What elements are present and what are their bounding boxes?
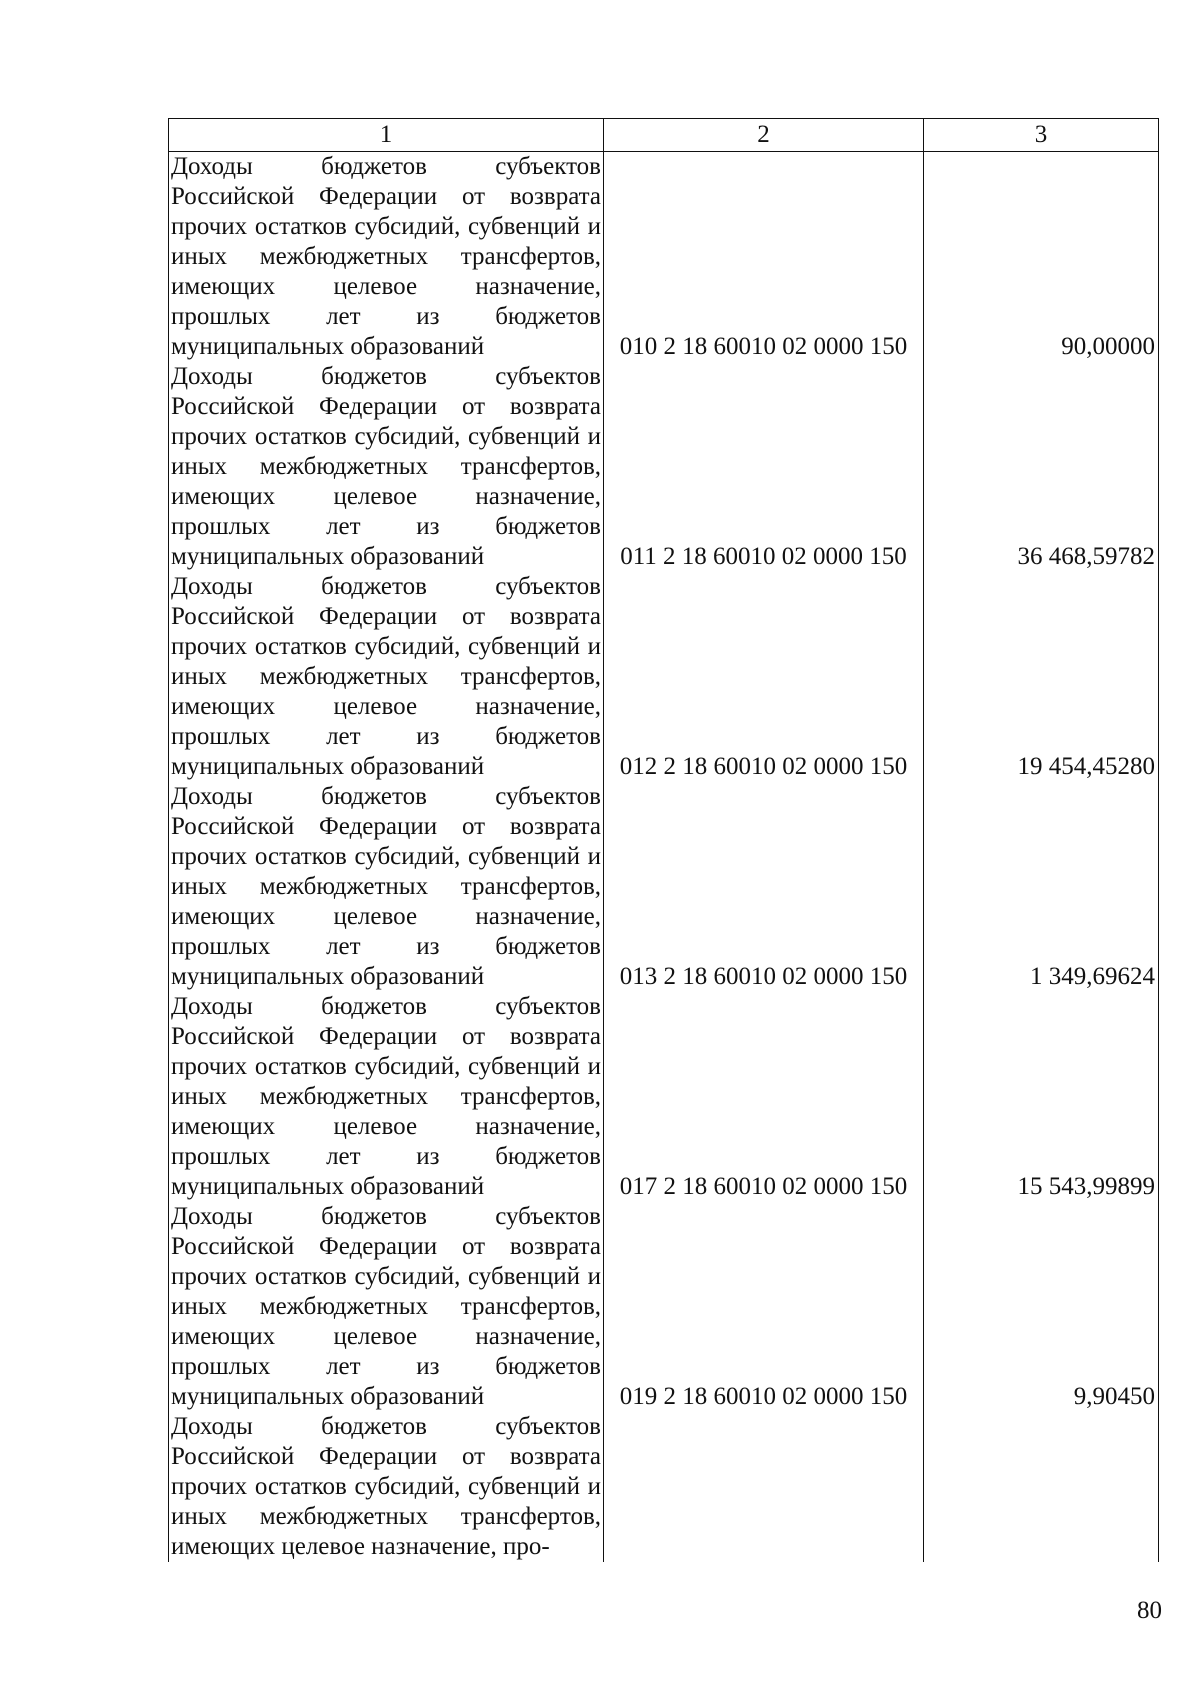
amount-cell: 90,00000 (924, 152, 1159, 363)
table-row (169, 1412, 1159, 1562)
column-header-2: 2 (604, 119, 924, 152)
revenue-name-text: Доходы бюджетов субъектов Российской Федерации от возврата прочих остатков субсидий, субвенций и иных межбюджетных трансфертов, имеющих целевое назначение, прошлых лет из бюджетов муниципальных образований (171, 1203, 601, 1410)
classification-code-cell (604, 1412, 924, 1562)
classification-code-cell: 013 2 18 60010 02 0000 150 (604, 782, 924, 992)
revenue-name-text: Доходы бюджетов субъектов Российской Федерации от возврата прочих остатков субсидий, субвенций и иных межбюджетных трансфертов, имеющих целевое назначение, прошлых лет из бюджетов муниципальных образований (171, 573, 601, 780)
revenue-name-cell (169, 992, 604, 1202)
amount-cell: 1 349,69624 (924, 782, 1159, 992)
classification-code-cell: 010 2 18 60010 02 0000 150 (604, 152, 924, 363)
column-header-1: 1 (169, 119, 604, 152)
table-row (169, 572, 1159, 782)
amount-cell (924, 1412, 1159, 1562)
revenue-name-cell (169, 362, 604, 572)
revenue-name-cell (169, 152, 604, 363)
classification-code-cell: 012 2 18 60010 02 0000 150 (604, 572, 924, 782)
amount-cell: 36 468,59782 (924, 362, 1159, 572)
revenue-name-text: Доходы бюджетов субъектов Российской Федерации от возврата прочих остатков субсидий, субвенций и иных межбюджетных трансфертов, имеющих целевое назначение, прошлых лет из бюджетов муниципальных образований (171, 363, 601, 570)
revenue-name-cell (169, 1202, 604, 1412)
revenue-name-cell (169, 572, 604, 782)
table-row (169, 992, 1159, 1202)
classification-code-cell: 019 2 18 60010 02 0000 150 (604, 1202, 924, 1412)
revenue-name-text: Доходы бюджетов субъектов Российской Федерации от возврата прочих остатков субсидий, субвенций и иных межбюджетных трансфертов, имеющих целевое назначение, про- (171, 1413, 601, 1560)
page-number: 80 (1137, 1597, 1162, 1624)
amount-cell: 19 454,45280 (924, 572, 1159, 782)
table-row (169, 782, 1159, 992)
revenue-name-cell (169, 1412, 604, 1562)
table-row (169, 1202, 1159, 1412)
budget-revenue-table (168, 118, 1159, 1562)
amount-cell: 15 543,99899 (924, 992, 1159, 1202)
classification-code-cell: 017 2 18 60010 02 0000 150 (604, 992, 924, 1202)
classification-code-cell: 011 2 18 60010 02 0000 150 (604, 362, 924, 572)
revenue-name-text: Доходы бюджетов субъектов Российской Федерации от возврата прочих остатков субсидий, субвенций и иных межбюджетных трансфертов, имеющих целевое назначение, прошлых лет из бюджетов муниципальных образований (171, 783, 601, 990)
revenue-name-cell (169, 782, 604, 992)
column-header-3: 3 (924, 119, 1159, 152)
amount-cell: 9,90450 (924, 1202, 1159, 1412)
table-row (169, 362, 1159, 572)
revenue-name-text: Доходы бюджетов субъектов Российской Федерации от возврата прочих остатков субсидий, субвенций и иных межбюджетных трансфертов, имеющих целевое назначение, прошлых лет из бюджетов муниципальных образований (171, 993, 601, 1200)
revenue-name-text: Доходы бюджетов субъектов Российской Федерации от возврата прочих остатков субсидий, субвенций и иных межбюджетных трансфертов, имеющих целевое назначение, прошлых лет из бюджетов муниципальных образований (171, 153, 601, 360)
table-header-row (169, 119, 1159, 152)
table-row (169, 152, 1159, 363)
